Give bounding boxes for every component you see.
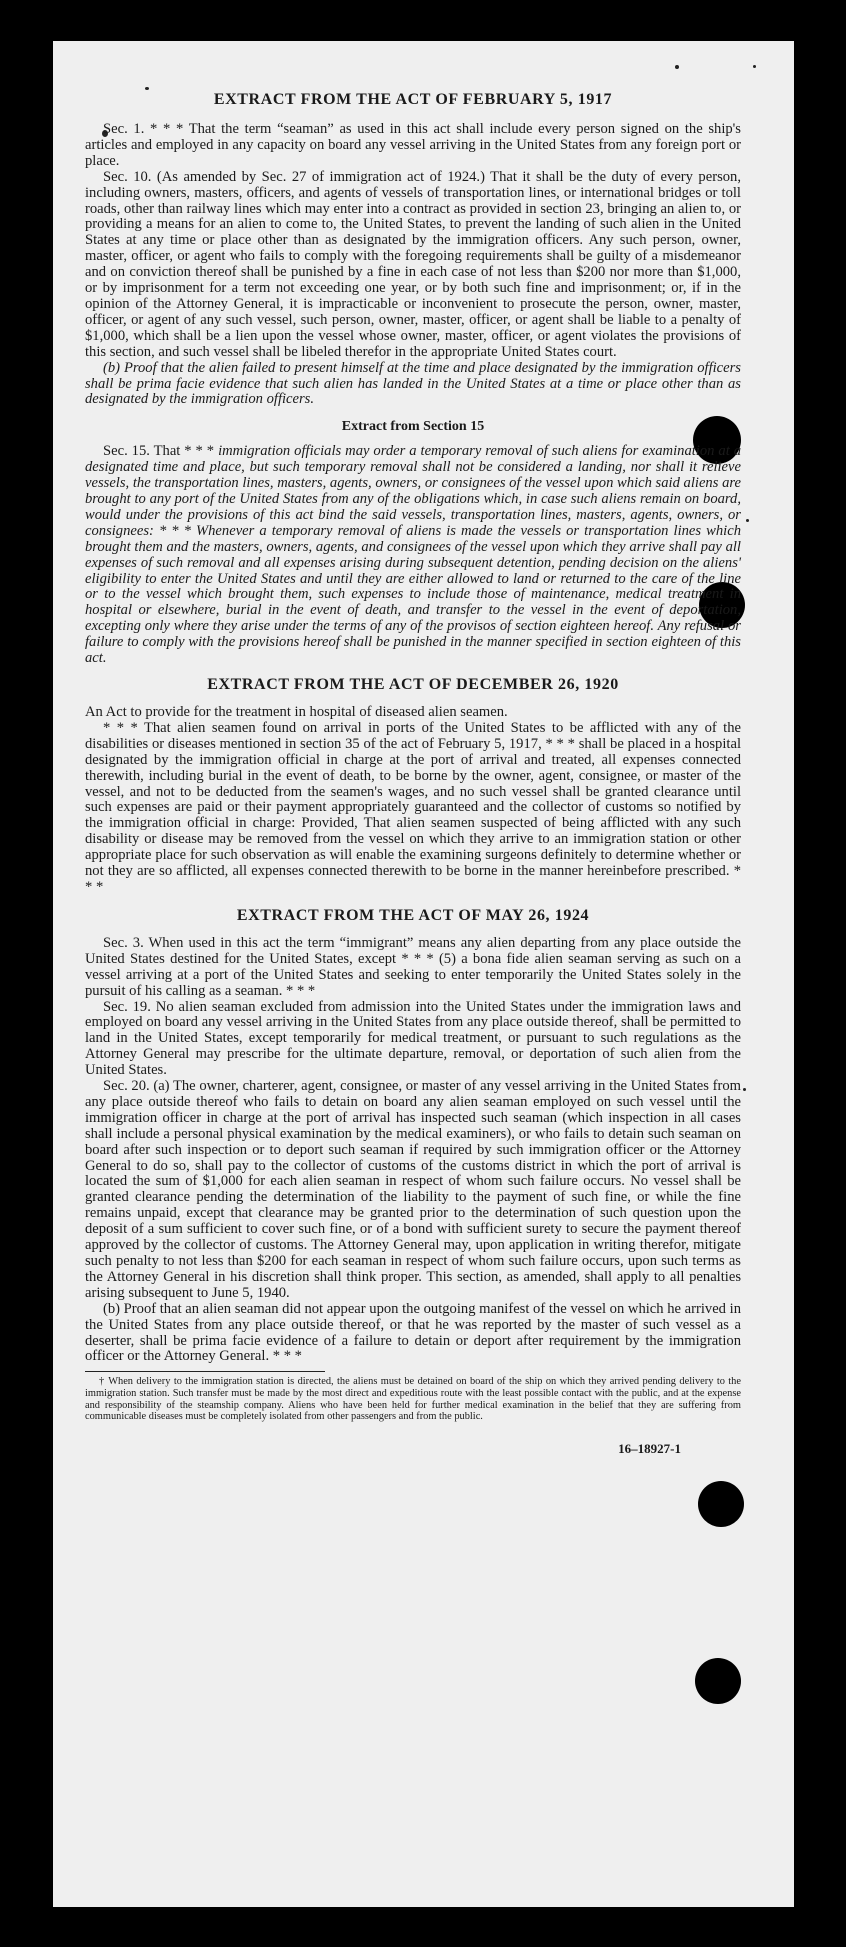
section-15-body: immigration officials may order a temporary removal of such aliens for examination at a designated time and place, but such temporary removal shall not be considered a landing, nor shall it relieve vessels, the transportation lines, masters, agents, owners, or consignees of the vessel upon which said aliens are brought to any port of the United States from any of the obligations which, in case such aliens remain on board, would under the provisions of this act bind the said vessels, transportation lines, masters, agents, owners, or consignees: * * * Whenever a temporary removal of aliens is made the vessels or transportation lines which brought them and the masters, owners, agents, and consignees of the vessel upon which they arrive shall pay all expenses of such removal and all expenses arising during subsequent detention, pending decision on the aliens' eligibility to enter the United States and until they are either allowed to land or returned to the care of the line or to the vessel which brought them, such expenses to include those of maintenance, medical treatment in hospital or elsewhere, burial in the event of death, and transfer to the vessel in the event of deportation, excepting only where they arise under the terms of any of the provisos of section eighteen hereof. Any refusal or failure to comply with the provisions hereof shall be punished in the manner specified in section eighteen of this act. [85,443,741,667]
heading-act-1917: EXTRACT FROM THE ACT OF FEBRUARY 5, 1917 [213,91,613,108]
section-20-paragraph: Sec. 20. (a) The owner, charterer, agent, consignee, or master of any vessel arriving in the United States from any place outside thereof who fails to detain on board any alien seaman employed on such vessel until the immigration officer in charge at the port of arrival has inspected such seaman (which inspection in all cases shall include a personal physical examination by the medical examiners), or who fails to detain such seaman on board after such inspection or to deport such seaman if required by such immigration officer or the Attorney General to do so, shall pay to the collector of customs of the customs district in which the port of arrival is located the sum of $1,000 for each alien seaman in respect of whom such failure occurs. No vessel shall be granted clearance pending the determination of the liability to the payment of such fine, or while the fine remains unpaid, except that clearance may be granted prior to the determination of such question upon the deposit of a sum sufficient to cover such fine, or of a bond with sufficient surety to secure the payment thereof approved by the collector of customs. The Attorney General may, upon application in writing therefor, mitigate such penalty to not less than $200 for each seaman in respect of whom such failure occurs, upon such terms as the Attorney General in his discretion shall think proper. This section, as amended, shall apply to all penalties arising subsequent to June 5, 1940. [85,1078,741,1301]
act-1920-paragraph: * * * That alien seamen found on arrival in ports of the United States to be afflicted with any of the disabilities or diseases mentioned in section 35 of the act of February 5, 1917, * * * shall be placed in a hospital designated by the immigration official in charge at the port of arrival and treated, all expenses connected therewith, including burial in the event of death, to be borne by the owner, agent, consignee, or master of the vessel, and not to be deducted from the seamen's wages, and no such vessel shall be granted clearance until such expenses are paid or their payment appropriately guaranteed and the collector of customs so notified by the immigration official in charge: Provided, That alien seamen suspected of being afflicted with any such disability or disease may be removed from the vessel on which they arrive to an immigration station or other appropriate place for such observation as will enable the examining surgeons definitely to determine whether or not they are so afflicted, all expenses connected therewith to be borne in the manner hereinbefore prescribed. * * * [85,719,741,895]
section-1-paragraph: Sec. 1. * * * That the term “seaman” as used in this act shall include every person signed on the ship's articles and employed in any capacity on board any vessel arriving in the United States from any foreign port or place. [85,121,741,169]
section-19-paragraph: Sec. 19. No alien seaman excluded from admission into the United States under the immigration laws and employed on board any vessel arriving in the United States from any place outside thereof, shall be permitted to land in the United States, except temporarily for medical treatment, or pursuant to such regulations as the Attorney General may prescribe for the ultimate departure, removal, or deportation of such alien from the United States. [85,998,741,1079]
heading-act-1920: EXTRACT FROM THE ACT OF DECEMBER 26, 1920 [207,676,619,693]
punch-hole-4 [695,1658,741,1704]
section-10b-paragraph: (b) Proof that the alien failed to present himself at the time and place designated by the immigration officers shall be prima facie evidence that such alien has landed in the United States at a time or place other than as designated by the immigration officers. [85,359,741,408]
speck [743,1088,746,1091]
subheading-section-15: Extract from Section 15 [341,419,485,435]
act-1920-title: An Act to provide for the treatment in hospital of diseased alien seamen. [85,704,508,720]
section-20b-paragraph: (b) Proof that an alien seaman did not appear upon the outgoing manifest of the vessel on which he arrived in the United States from any place outside thereof, or that he was reported by the master of such vessel as a deserter, shall be prima facie evidence of a failure to detain or deport after requirement by the immigration officer or the Attorney General. * * * [85,1300,741,1365]
punch-hole-3 [698,1481,744,1527]
section-15-paragraph [85,444,741,667]
document-text [85,90,741,1457]
speck [675,65,679,69]
form-code: 16–18927-1 [618,1440,681,1456]
heading-act-1924: EXTRACT FROM THE ACT OF MAY 26, 1924 [236,906,590,924]
section-15-lead: Sec. 15. That * * * [103,443,219,460]
footnote: † When delivery to the immigration station is directed, the aliens must be detained on board of the ship on which they arrived pending delivery to the immigration station. Such transfer must be made by the most direct and expeditious route with the least possible contact with the public, and at the expense and responsibility of the steamship company. Aliens who have been held for further medical examination in the belief that they are suffering from communicable diseases must be completely isolated from other passengers and from the public. [85,1376,741,1423]
speck [753,65,756,68]
section-10-paragraph: Sec. 10. (As amended by Sec. 27 of immigration act of 1924.) That it shall be the duty of every person, including owners, masters, officers, and agents of vessels of transportation lines, or international bridges or toll roads, other than railway lines which may enter into a contract as provided in section 23, bringing an alien to, or providing a means for an alien to come to, the United States, to prevent the landing of such alien in the United States at any time or place other than as designated by the immigration officers. Any such person, owner, master, officer, or agent who fails to comply with the foregoing requirements shall be guilty of a misdemeanor and on conviction thereof shall be punished by a fine in each case of not less than $200 nor more than $1,000, or by imprisonment for a term not exceeding one year, or by both such fine and imprisonment; or, if in the opinion of the Attorney General, it is impracticable or inconvenient to prosecute the person, owner, master, officer, or agent of any such vessel, such person, owner, master, officer, or agent shall be liable to a penalty of $1,000, which shall be a lien upon the vessel whose owner, master, officer, or agent violates the provisions of this section, and such vessel shall be libeled therefor in the appropriate United States court. [85,168,741,360]
speck [746,519,749,522]
section-3-paragraph: Sec. 3. When used in this act the term “immigrant” means any alien departing from any place outside the United States destined for the United States, except * * * (5) a bona fide alien seaman serving as such on a vessel arriving at a port of the United States and seeking to enter temporarily the United States solely in the pursuit of his calling as a seaman. * * * [85,934,741,999]
